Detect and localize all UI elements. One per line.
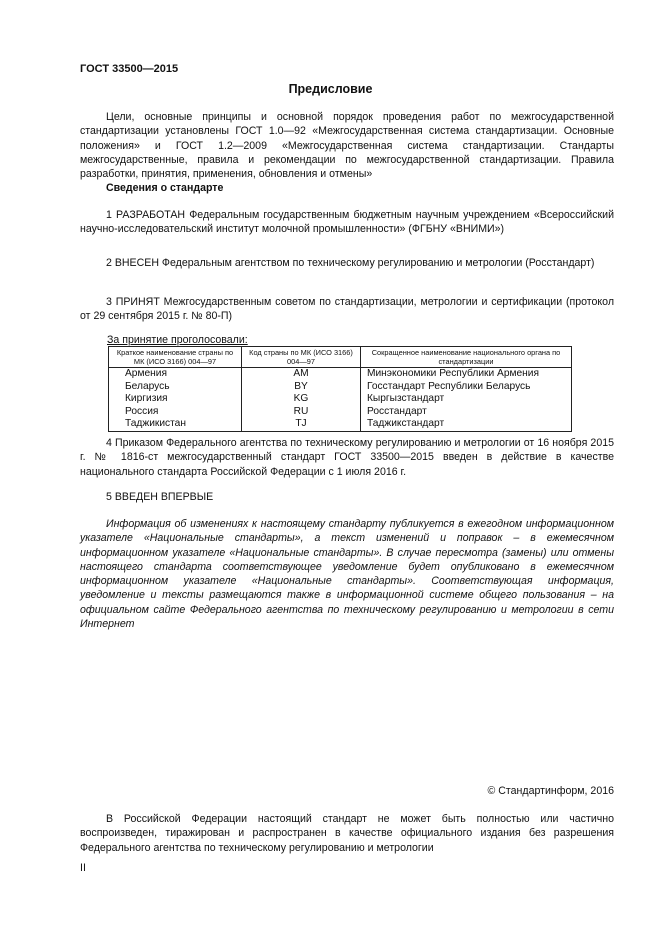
item-enacted: 4 Приказом Федерального агентства по техническому регулированию и метрологии от 16 ноября 2015 г. № 1816-ст межгосударственный стандарт ГОСТ 33500—2015 введен в действие в качестве национального стандарта Российской Федерации с 1 июля 2016 г. — [80, 437, 614, 478]
vote-table-header-row — [109, 347, 572, 368]
standards-body: Кыргызстандарт — [361, 393, 572, 406]
table-row — [109, 418, 572, 431]
header-country-code: Код страны по МК (ИСО 3166) 004—97 — [242, 347, 361, 368]
item-submitted: 2 ВНЕСЕН Федеральным агентством по техническому регулированию и метрологии (Росстандарт) — [106, 257, 595, 269]
item-adopted: 3 ПРИНЯТ Межгосударственным советом по стандартизации, метрологии и сертификации (протокол от 29 сентября 2015 г. № 80-П) — [80, 296, 614, 323]
page-number: II — [80, 862, 86, 874]
header-standards-body: Сокращенное наименование национального органа по стандартизации — [361, 347, 572, 368]
amendments-notice: Информация об изменениях к настоящему стандарту публикуется в ежегодном информационном указателе «Национальные стандарты», а текст изменений и поправок – в ежемесячном информационном указателе «Национальные стандарты». В случае пересмотра (замены) или отмены настоящего стандарта соответствующее уведомление будет опубликовано в ежемесячном информационном указателе «Национальные стандарты». Соответствующая информация, уведомление и тексты размещаются также в информационной системе общего пользования – на официальном сайте Федерального агентства по техническому регулированию и метрологии в сети Интернет — [80, 518, 614, 631]
standards-body: Госстандарт Республики Беларусь — [361, 381, 572, 394]
country-name: Россия — [109, 406, 242, 419]
copyright-notice: © Стандартинформ, 2016 — [487, 785, 614, 797]
country-name: Киргизия — [109, 393, 242, 406]
header-country-name: Краткое наименование страны по МК (ИСО 3166) 004—97 — [109, 347, 242, 368]
standards-body: Таджикстандарт — [361, 418, 572, 431]
item-developed: 1 РАЗРАБОТАН Федеральным государственным бюджетным научным учреждением «Всероссийский научно-исследовательский институт молочной промышленности» (ФГБНУ «ВНИМИ») — [80, 209, 614, 236]
standards-body: Росстандарт — [361, 406, 572, 419]
country-code: AM — [242, 368, 361, 381]
country-code: BY — [242, 381, 361, 394]
document-number-header: ГОСТ 33500—2015 — [80, 63, 179, 75]
reproduction-rights-notice: В Российской Федерации настоящий стандарт не может быть полностью или частично воспроизведен, тиражирован и распространен в качестве официального издания без разрешения Федерального агентства по техническому регулированию и метрологии — [80, 813, 614, 854]
standard-info-heading: Сведения о стандарте — [106, 182, 224, 194]
intro-paragraph: Цели, основные принципы и основной порядок проведения работ по межгосударственной стандартизации установлены ГОСТ 1.0—92 «Межгосударственная система стандартизации. Основные положения» и ГОСТ 1.2—2009 «Межгосударственная система стандартизации. Стандарты межгосударственные, правила и рекомендации по межгосударственной стандартизации. Правила разработки, принятия, применения, обновления и отмены» — [80, 111, 614, 181]
table-row — [109, 368, 572, 381]
country-code: TJ — [242, 418, 361, 431]
table-row — [109, 381, 572, 394]
table-row — [109, 406, 572, 419]
page-title: Предисловие — [288, 82, 373, 96]
standards-body: Минэкономики Республики Армения — [361, 368, 572, 381]
country-name: Таджикистан — [109, 418, 242, 431]
table-row — [109, 393, 572, 406]
country-code: KG — [242, 393, 361, 406]
vote-table — [108, 346, 572, 432]
country-code: RU — [242, 406, 361, 419]
vote-table-caption: За принятие проголосовали: — [107, 334, 248, 346]
item-first-introduced: 5 ВВЕДЕН ВПЕРВЫЕ — [106, 491, 214, 503]
country-name: Беларусь — [109, 381, 242, 394]
country-name: Армения — [109, 368, 242, 381]
